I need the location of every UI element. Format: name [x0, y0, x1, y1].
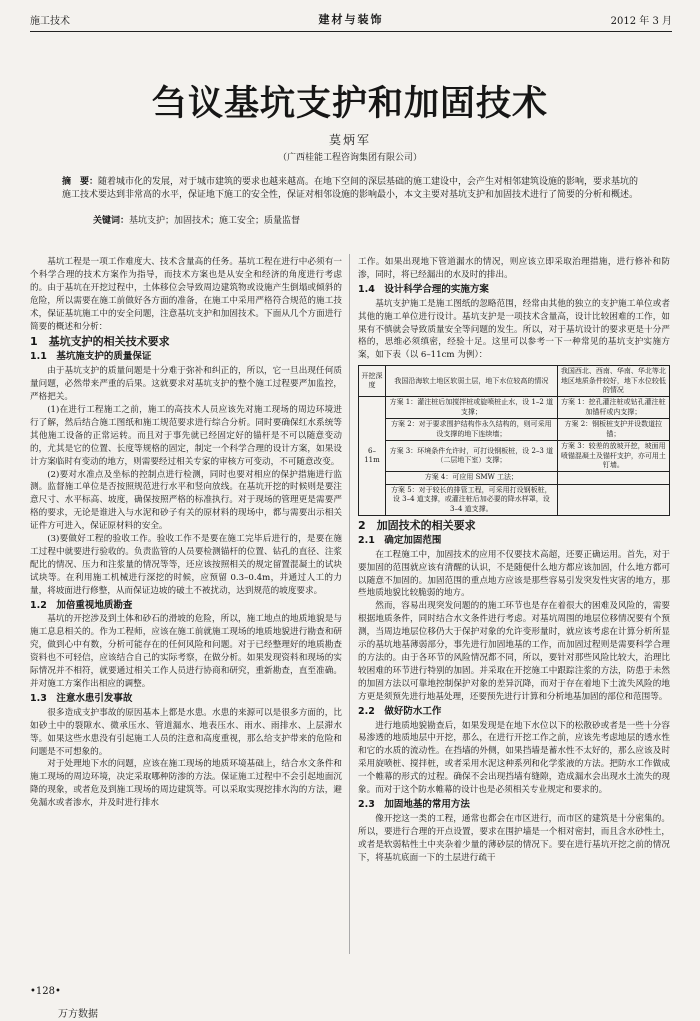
keywords-label: 关键词：	[93, 216, 130, 226]
abstract-text: 随着城市化的发展，对于城市建筑的要求也越来越高。在地下空间的深层基础的施工建设中，会产生对相邻建筑设施的影响，要求基坑的施工技术要达到非常高的水平，保证地下施工的安全性，保证对相邻设施的影响最小，本文主要对基坑支护和加固技术进行了简要的分析和概述。	[62, 177, 639, 200]
table-row	[359, 484, 670, 515]
paragraph: 对于处理地下水的问题，应该在施工现场的地质环境基础上，结合水文条件和施工现场的周边环境，决定采取哪种防渗的方法。保证施工过程中不会引起地面沉降的现象，或者危及到施工现场的周边建筑等。可以采取实现挖排水沟的方法，避免漏水或者渗水，并及时进行排水	[30, 759, 342, 809]
table-header-cell: 我国西北、西南、华南、华北等北地区地质条件较好，地下水位较低的情况	[557, 366, 669, 397]
section-1-1-heading: 1.1 基坑施支护的质量保证	[30, 351, 152, 363]
table-cell: 方案 3：较差的放坡开挖，坡面用喷锚混凝土及锚杆支护，亦可用土钉墙。	[557, 441, 669, 472]
support-scheme-table	[358, 365, 670, 516]
paragraph: 很多造成支护事故的原因基本上都是水患。水患的来源可以是很多方面的，比如砂土中的裂隙水、微承压水、管道漏水、地表压水、雨水、雨排水、上层滞水等。如果这些水患没有引起施工人员的注意和高度重视，那么给支护带来的危险和问题是不可想象的。	[30, 707, 342, 757]
table-cell: 方案 4：可应用 SMW 工法；	[386, 472, 558, 484]
table-row	[359, 397, 670, 419]
continued-paragraph: 工作。如果出现地下管道漏水的情况，则应该立即采取治理措施，进行修补和防渗，同时，将已经漏出的水及时的排出。	[358, 257, 670, 280]
table-header-cell: 我国沿海软土地区软弱土层，地下水位较高的情况	[386, 366, 558, 397]
issue-date: 2012 年 3 月	[610, 16, 672, 27]
section-2-1-heading: 2.1 确定加固范围	[358, 534, 442, 546]
page-number: •128•	[30, 986, 61, 997]
abstract	[62, 176, 645, 201]
table-row	[359, 472, 670, 484]
paragraph: 由于基坑支护的质量问题是十分难于弥补和纠正的，所以，它一旦出现任何质量问题，必然带来严重的后果。这就要求对基坑支护的整个施工过程要严加监控，严格把关。	[30, 366, 342, 403]
intro-paragraph: 基坑工程是一项工作难度大、技术含量高的任务。基坑工程在进行中必须有一个科学合理的技术方案作为指导，而技术方案也是从安全和经济的角度进行考虑的。由于基坑在开挖过程中，土体移位会导致周边建筑物或设施产生倒塌或倾斜的危险，所以需要在施工前做好各方面的准备，在施工中采用严格符合规范的施工技术，保证基坑施工中的安全问题，注意基坑支护和加固技术。下面从几个方面进行简要的概述和分析：	[30, 257, 342, 332]
journal-section: 施工技术	[30, 16, 70, 27]
paragraph: 基坑的开挖涉及到土体和砂石的滑坡的危险，所以，施工地点的地质地貌是与施工息息相关的。作为工程师，应该在施工前就施工现场的地质地貌进行勘查和研究，做到心中有数，分析可能存在的任何风险和问题。对于已经整理好的地质勘查资料也不可轻信，应该结合自己的实际考察，在做分析。如果发现资料和现场的实际情况并不相符，就要通过相关工作人员进行协商和研究，重新勘查，直至准确。并对施工方案作出相应的调整。	[30, 614, 342, 689]
table-cell	[557, 472, 669, 484]
table-row	[359, 441, 670, 472]
section-1-4-heading: 1.4 设计科学合理的实施方案	[358, 283, 489, 295]
keywords	[93, 213, 300, 226]
table-cell: 方案 5：对于较长的排管工程，可采用打设钢板桩，设 3–4 道支撑，或灌注桩后加必要的降水样罩，设 3–4 道支撑。	[386, 484, 558, 515]
watermark-text: 万方数据	[58, 1009, 98, 1020]
paragraph: 基坑支护施工是施工图纸的忽略范围，经常由其他的独立的支护施工单位或者其他的施工单位进行设计。基坑支护是一项技术含量高，设计比较困难的工作，如果有不慎就会导致质量安全等问题的发生。所以，对于基坑设计的要求更是十分严格的，思维必须缜密，经验十足。这里可以参考一下一种常见的基坑支护实施方案，如下表（以 6–11cm 为例）：	[358, 298, 670, 361]
journal-name: 建材与装饰	[318, 13, 384, 26]
running-header	[30, 12, 672, 28]
section-1-2-heading: 1.2 加倍重视地质勘查	[30, 599, 133, 611]
table-cell: 方案 2：对于要求围护结构作永久结构的，则可采用设支撑的地下连续墙；	[386, 419, 558, 441]
header-rule	[30, 31, 672, 32]
paragraph: (2)要对水准点及坐标的控制点进行检测，同时也要对相应的保护措施进行监测。监督施工单位是否按照规范进行水平和竖向放线。在基坑开挖的时候则是要注意尺寸、水平标高、坡度，确保按照严格的标准执行。对于现场的管理更是需要严格的要求，无论是谁进入与水泥和砂子有关的原材料的现场中，都与需要出示相关证件方可进入，保证原材料的安全。	[30, 469, 342, 532]
table-cell	[557, 484, 669, 515]
paragraph: 在工程施工中，加固技术的应用不仅要技术高超，还要正确运用。首先，对于要加固的范围就应该有清醒的认识，不是随便什么地方都应该加固，什么地方都可以随意不加固的。加固范围的重点地方应该是那些容易引发突发性灾害的地方，那些地质地貌比较脆弱的地方。	[358, 549, 670, 599]
paragraph: 进行地质地貌勘查后，如果发现是在地下水位以下的松散砂或者是一些十分容易渗透的地质地层中开挖，那么，在进行开挖工作之前，应该先考虑地层的透水性和它的水质的流动性。在挡墙的外侧，如果挡墙是蓄水性不太好的，那么应该及时采用旋喷桩、搅拌桩，或者采用水泥这种系列和化学浆液的方法。把防水工作做成一个帷幕的形式的过程。确保不会出现挡墙有缝隙，造成漏水会出现水土流失的现象。而对于这个防水帷幕的设计也是必须相关专业规定和要求的。	[358, 720, 670, 796]
paragraph: 像开挖这一类的工程，通常也都会在市区进行，而市区的建筑是十分密集的。所以，要进行合理的开点设置，要求在围护墙是一个相对密封，而且含水砂性土，或者是软弱粘性土中夹杂着少量的薄砂层的情况下。要在进行基坑开挖之前的情况下，将基坑底面一下的土层进行疏干	[358, 813, 670, 863]
section-1-3-heading: 1.3 注意水患引发事故	[30, 692, 133, 704]
table-cell: 方案 2：钢板桩支护并设数道拉锚；	[557, 419, 669, 441]
author-name: 莫炳军	[328, 133, 371, 147]
table-row	[359, 419, 670, 441]
article-title: 刍议基坑支护和加固技术	[151, 84, 548, 124]
keywords-text: 基坑支护；加固技术；施工安全；质量监督	[129, 216, 301, 226]
section-2-3-heading: 2.3 加固地基的常用方法	[358, 798, 470, 810]
section-2-2-heading: 2.2 做好防水工作	[358, 705, 442, 717]
table-cell: 方案 1：挖孔灌注桩或钻孔灌注桩加锚杆或内支撑；	[557, 397, 669, 419]
table-cell: 方案 1：灌注桩后加搅拌桩或旋喷桩止水，设 1–2 道支撑；	[386, 397, 558, 419]
table-header-row	[359, 366, 670, 397]
section-2-heading: 2 加固技术的相关要求	[358, 518, 476, 532]
table-depth-cell: 6–11m	[359, 397, 386, 515]
right-column	[358, 256, 670, 865]
paragraph: (1)在进行工程施工之前，施工的高技术人员应该先对施工现场的周边环境进行了解，然后结合施工图纸和施工规范要求进行综合分析。同时要确保红水系统等其他施工设备的正常运转。而且对于事先就已经固定好的锚杆是不可以随意变动的，尤其是它的位置、长度等规格的固定，制定一个科学合理的设计方案，如果设计方案临时有变动的地方，则需要经过相关专家的审核方可变动，不可随意改变。	[30, 404, 342, 467]
abstract-label: 摘 要：	[62, 177, 99, 187]
paragraph: (3)要做好工程的验收工作。验收工作不是要在施工完毕后进行的，是要在施工过程中就要进行验收的。负责监管的人员要检测锚杆的位置、钻孔的直径、注浆配比的情况、压力和注浆量的情况等等，还应该按照相关的规定留置混凝土的试块试块等。在利用施工机械进行深挖的时候，应预留 0.3–0.4m，并通过人工的力量，将坡面进行修整，从而保证边坡的破土不被扰动，达到规范的坡度要求。	[30, 534, 342, 596]
section-1-heading: 1 基坑支护的相关技术要求	[30, 335, 170, 349]
table-cell: 方案 3：环境条件允许时，可打设钢板桩，设 2–3 道（二层地下室）支撑；	[386, 441, 558, 472]
author-affiliation: （广西桂能工程咨询集团有限公司）	[277, 153, 422, 163]
left-column	[30, 256, 342, 810]
paragraph: 然而，容易出现突发问题的的施工环节也是存在着很大的困难及风险的，需要根据地质条件，同时结合水文条件进行考虑。对基坑周围的地层位移情况要有个预测，当周边地层位移仍大于保护对象的允许变形量时，就应该考虑在计算分析所显示的基坑地基薄弱部分，事先进行加固地基的工作，而加固过程则是需要科学合理的方法的。由于各环节的风险情况都不同，所以，要针对那些风险比较大，治理比较困难的环节进行特别的加固。并采取在开挖施工中跟踪注浆的方法，防患于未然的加固方法以可靠地控制保护对象的差异沉降，而对于存在着地下土流失风险的地方更是须预先进行地基处理，还要预先进行计算和分析地基加固的部位和范围等。	[358, 601, 670, 702]
column-divider	[349, 254, 350, 954]
table-header-cell: 开挖深度	[359, 366, 386, 397]
